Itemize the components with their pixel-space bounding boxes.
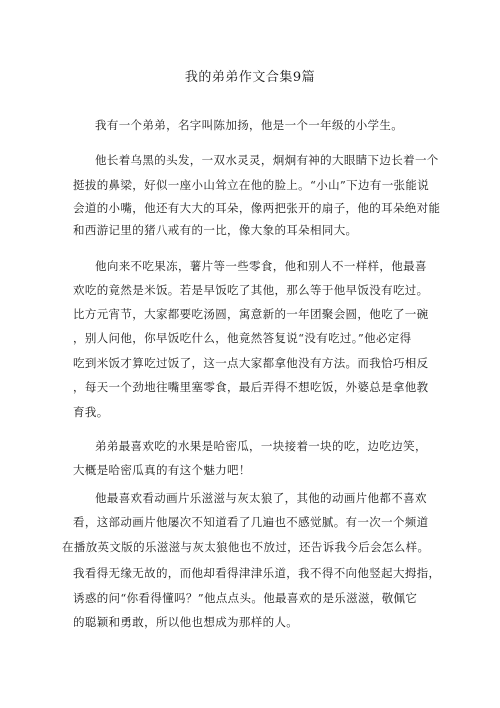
text-line: 会道的小嘴，他还有大大的耳朵，像两把张开的扇子，他的耳朵绝对能 <box>73 201 441 215</box>
text-line: 吃到米饭才算吃过饭了，这一点大家都拿他没有方法。而我恰巧相反 <box>73 356 429 370</box>
text-line: 我有一个弟弟，名字叫陈加扬，他是一个一年级的小学生。 <box>95 118 404 132</box>
text-line: 比方元宵节，大家都要吃汤圆，寓意新的一年团聚会圆，他吃了一碗 <box>73 307 429 321</box>
text-line: 大概是哈密瓜真的有这个魅力吧！ <box>73 463 251 477</box>
text-line: 我看得无缘无故的，而他却看得津津乐道，我不得不向他竖起大拇指， <box>73 566 441 580</box>
text-line: 他最喜欢看动画片乐滋滋与灰太狼了，其他的动画片他都不喜欢 <box>95 491 427 505</box>
text-line: 在播放英文版的乐滋滋与灰太狼他也不放过，还告诉我今后会怎么样。 <box>62 540 430 554</box>
text-line: 他向来不吃果冻，薯片等一些零食，他和别人不一样样，他最喜 <box>95 259 427 273</box>
document-title: 我的弟弟作文合集9篇 <box>184 70 316 85</box>
text-line: 欢吃的竟然是米饭。若是早饭吃了其他，那么等于他早饭没有吃过。 <box>73 283 429 297</box>
text-line: 和西游记里的猪八戒有的一比，像大象的耳朵相同大。 <box>73 223 358 237</box>
text-line: 挺拔的鼻梁，好似一座小山耸立在他的脸上。“小山”下边有一张能说 <box>73 178 430 192</box>
text-line: 育我。 <box>73 405 109 419</box>
text-line: ，别人问他，你早饭吃什么，他竟然答复说“没有吃过。”他必定得 <box>73 331 412 345</box>
text-line: 他长着乌黑的头发，一双水灵灵，炯炯有神的大眼睛下边长着一个 <box>95 153 439 167</box>
text-line: ，每天一个劲地往嘴里塞零食，最后弄得不想吃饭，外婆总是拿他教 <box>73 380 429 394</box>
text-line: 弟弟最喜欢吃的水果是哈密瓜，一块接着一块的吃，边吃边笑， <box>95 439 427 453</box>
text-line: 诱惑的问“你看得懂吗？”他点点头。他最喜欢的是乐滋滋，敬佩它 <box>73 591 418 605</box>
text-line: 看，这部动画片他屡次不知道看了几遍也不感觉腻。有一次一个频道 <box>73 515 429 529</box>
text-line: 的聪颖和勇敢，所以他也想成为那样的人。 <box>73 615 299 629</box>
